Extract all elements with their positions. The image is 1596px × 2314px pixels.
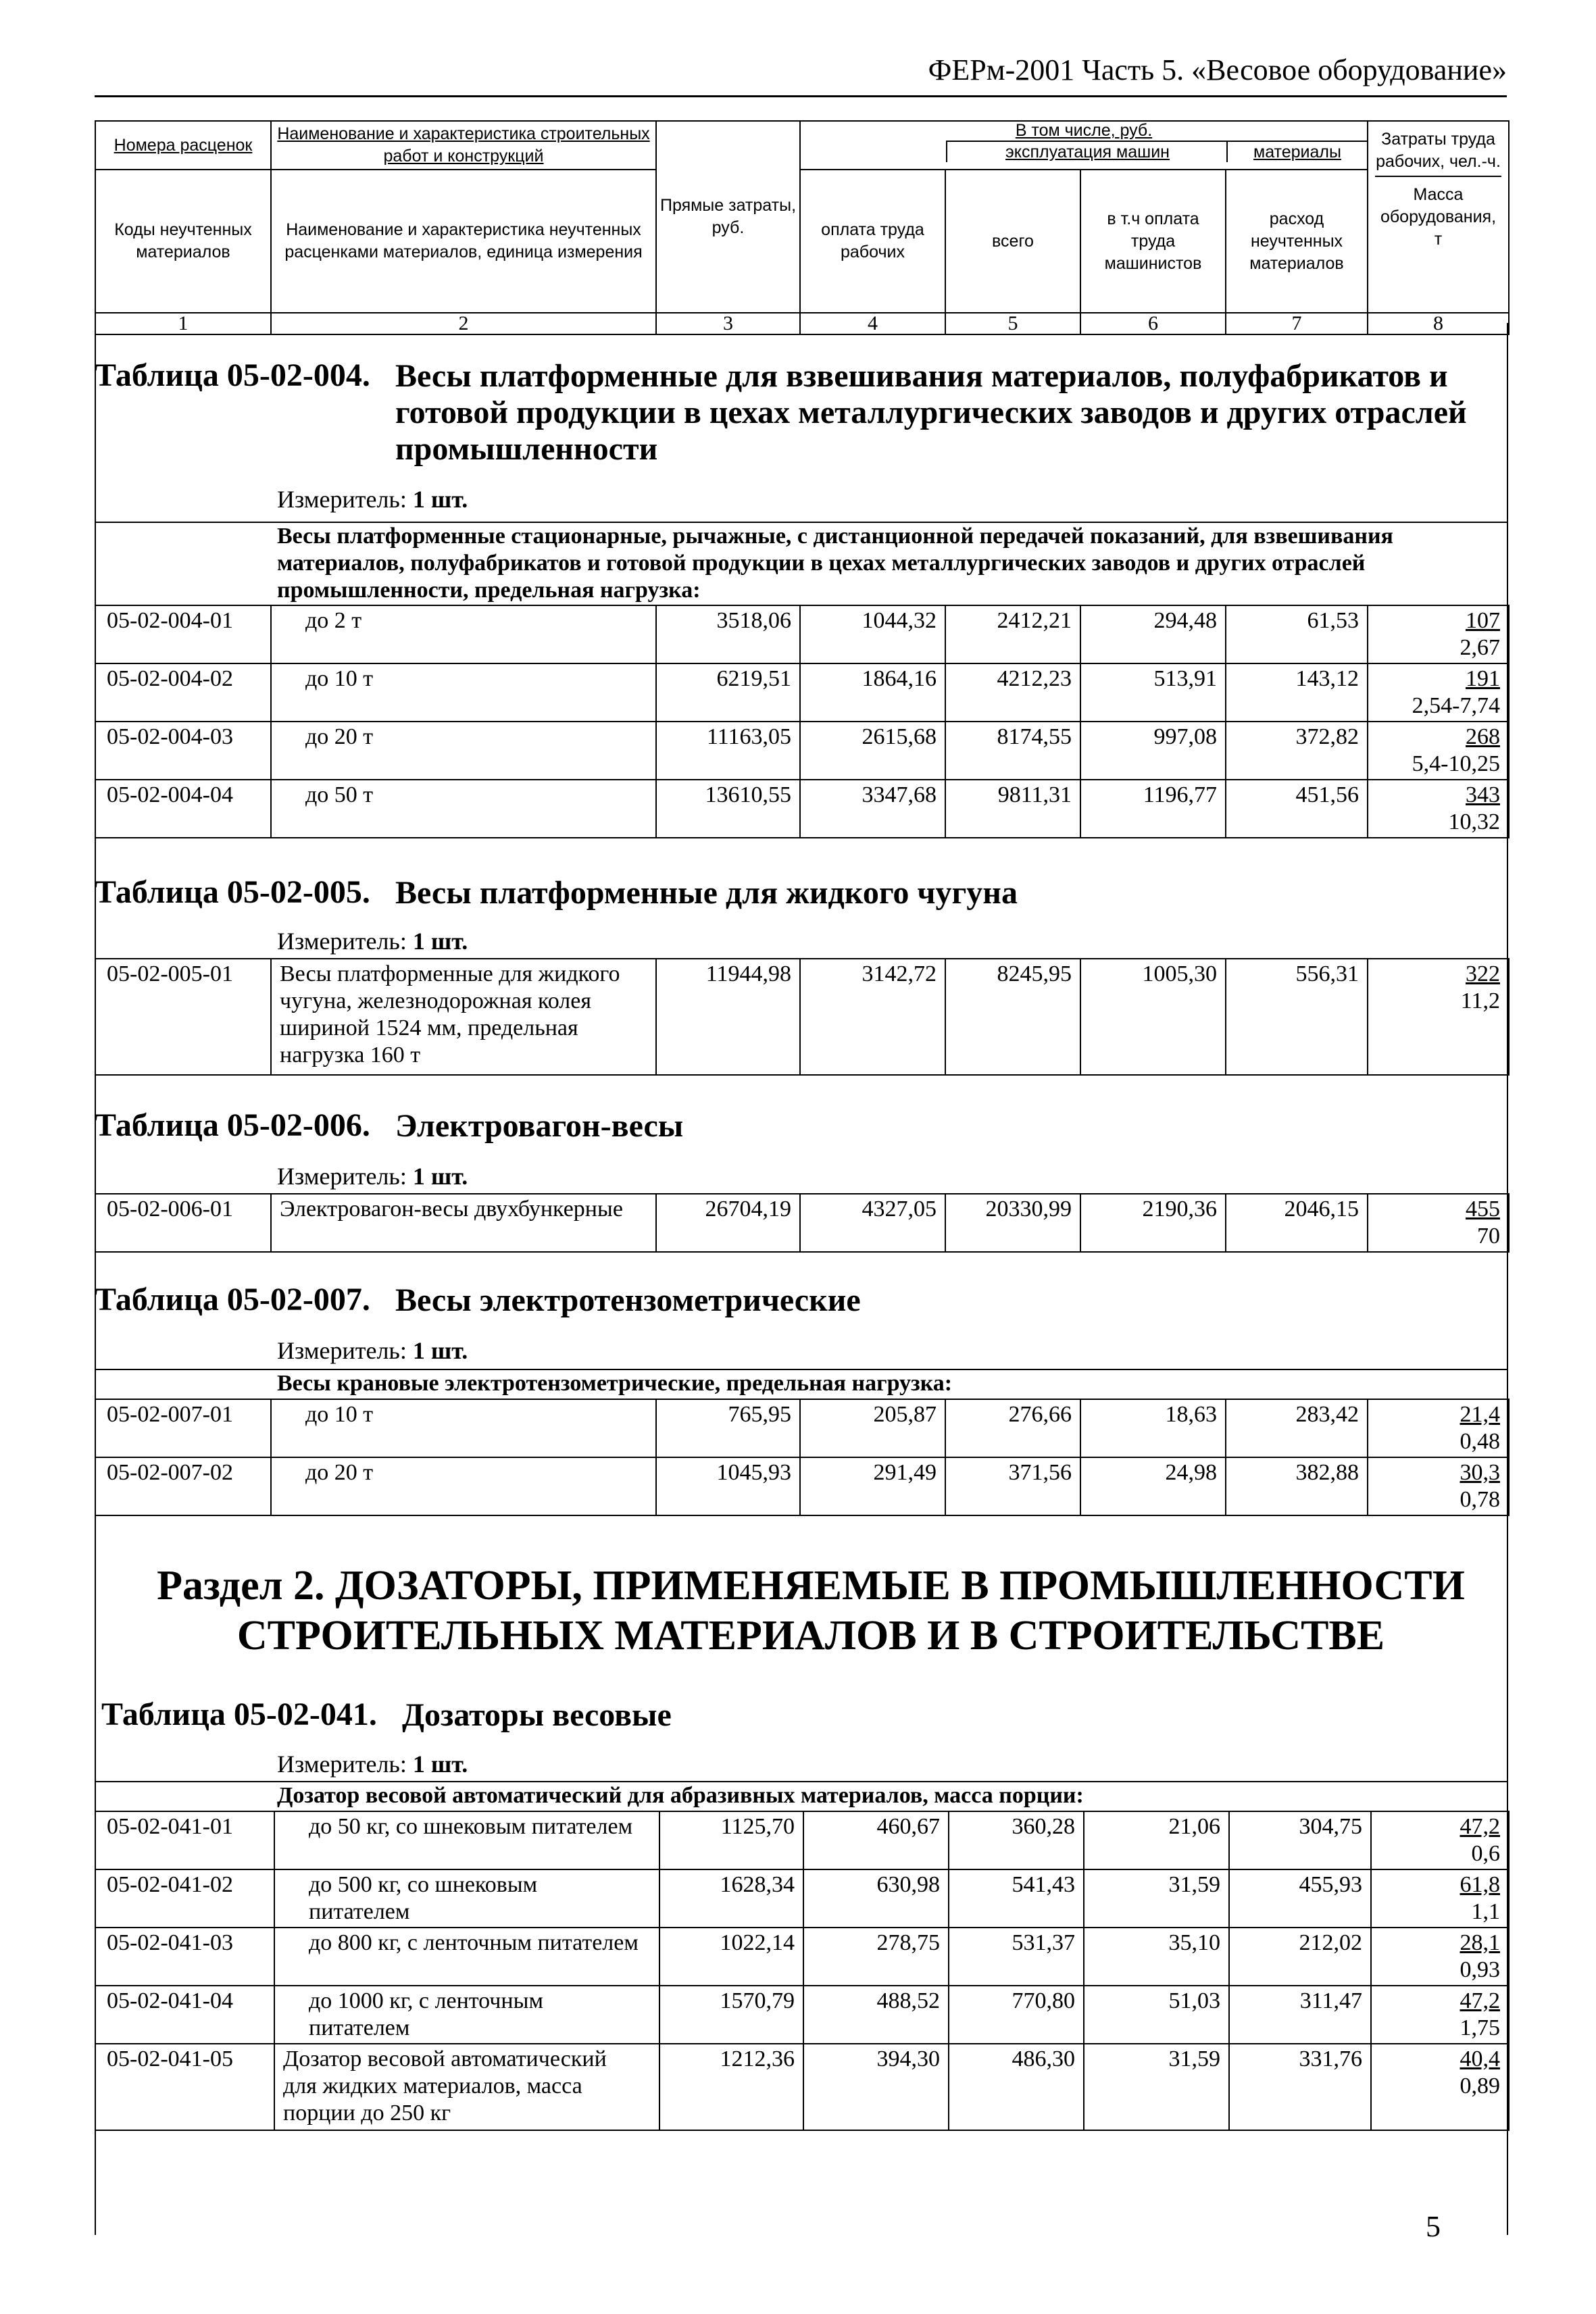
operators-cell: 35,10 (1084, 1928, 1229, 1986)
table-041-rows (95, 1811, 1510, 2131)
table-row (95, 1869, 1509, 1928)
labor-mass-cell (1371, 1986, 1509, 2044)
table-row (95, 605, 1509, 663)
operators-cell: 294,48 (1080, 605, 1226, 663)
operators-cell: 31,59 (1084, 2044, 1229, 2130)
table-005-measure (277, 927, 468, 955)
col7-header: расход неучтенных материалов (1226, 170, 1368, 313)
col5-header: всего (945, 170, 1080, 313)
table-005-number: Таблица 05-02-005. (95, 874, 370, 910)
mass-value: 1,1 (1471, 1899, 1500, 1924)
direct-cell: 3518,06 (656, 605, 800, 663)
materials-cell: 304,75 (1229, 1811, 1371, 1869)
machines-cell: 20330,99 (945, 1194, 1080, 1252)
table-004-number: Таблица 05-02-004. (95, 357, 370, 393)
wage-cell: 630,98 (803, 1869, 949, 1928)
table-row (95, 1399, 1509, 1457)
col-number: 3 (656, 313, 800, 334)
col1-header-bottom: Коды неучтенных материалов (95, 170, 271, 313)
materials-cell: 372,82 (1226, 722, 1368, 780)
materials-cell: 451,56 (1226, 780, 1368, 838)
code-cell: 05-02-007-01 (95, 1399, 271, 1457)
operators-cell: 513,91 (1080, 663, 1226, 722)
materials-cell: 2046,15 (1226, 1194, 1368, 1252)
direct-cell: 765,95 (656, 1399, 800, 1457)
materials-header: материалы (1226, 141, 1367, 162)
labor-value: 268 (1466, 724, 1500, 749)
measure-value: 1 шт. (412, 1337, 468, 1364)
materials-cell: 143,12 (1226, 663, 1368, 722)
labor-mass-cell (1371, 1811, 1509, 1869)
name-cell: до 50 т (271, 780, 656, 838)
table-006-title: Электровагон-весы (395, 1108, 684, 1144)
table-007-title: Весы электротензометрические (395, 1282, 861, 1318)
col-number: 2 (271, 313, 656, 334)
measure-value: 1 шт. (412, 928, 468, 955)
labor-mass-cell (1368, 722, 1509, 780)
labor-value: 322 (1466, 961, 1500, 986)
operators-cell: 997,08 (1080, 722, 1226, 780)
col-number: 6 (1080, 313, 1226, 334)
mass-value: 0,78 (1460, 1487, 1500, 1512)
direct-cell: 11163,05 (656, 722, 800, 780)
code-cell: 05-02-004-04 (95, 780, 271, 838)
machines-cell: 360,28 (949, 1811, 1084, 1869)
direct-cell: 13610,55 (656, 780, 800, 838)
col8-header (1368, 121, 1509, 313)
labor-value: 47,2 (1460, 1814, 1500, 1839)
direct-cell: 26704,19 (656, 1194, 800, 1252)
wage-cell: 2615,68 (800, 722, 945, 780)
mass-value: 2,67 (1460, 635, 1500, 660)
direct-cell: 1022,14 (659, 1928, 803, 1986)
group-header: В том числе, руб. (1015, 121, 1153, 140)
code-cell: 05-02-004-01 (95, 605, 271, 663)
direct-cell: 1125,70 (659, 1811, 803, 1869)
materials-cell: 311,47 (1229, 1986, 1371, 2044)
materials-cell: 556,31 (1226, 959, 1368, 1075)
wage-cell: 394,30 (803, 2044, 949, 2130)
measure-label: Измеритель: (277, 486, 407, 513)
labor-value: 191 (1466, 666, 1500, 691)
code-cell: 05-02-005-01 (95, 959, 271, 1075)
wage-cell: 488,52 (803, 1986, 949, 2044)
table-006-measure (277, 1162, 468, 1190)
col-number: 7 (1226, 313, 1368, 334)
operators-cell: 18,63 (1080, 1399, 1226, 1457)
table-006-number: Таблица 05-02-006. (95, 1107, 370, 1143)
header-rule (95, 95, 1507, 97)
code-cell: 05-02-004-03 (95, 722, 271, 780)
direct-cell: 1628,34 (659, 1869, 803, 1928)
labor-value: 21,4 (1460, 1402, 1500, 1427)
labor-mass-cell (1368, 1457, 1509, 1515)
wage-cell: 1864,16 (800, 663, 945, 722)
col2-header-top: Наименование и характеристика строительных работ и конструкций (271, 121, 656, 170)
machines-cell: 770,80 (949, 1986, 1084, 2044)
table-041-measure (277, 1750, 468, 1778)
machines-header: эксплуатация машин (946, 141, 1228, 162)
mass-value: 2,54-7,74 (1412, 693, 1500, 718)
machines-cell: 371,56 (945, 1457, 1080, 1515)
col3-header: Прямые затраты, руб. (656, 121, 800, 313)
wage-cell: 1044,32 (800, 605, 945, 663)
table-007-number: Таблица 05-02-007. (95, 1282, 370, 1317)
name-cell: до 800 кг, с ленточным питателем (274, 1928, 659, 1986)
table-004-group: Весы платформенные стационарные, рычажные, с дистанционной передачей показаний, для взвешивания материалов, полуфабрикатов и готовой продукции в цехах металлургических заводов и других отраслей промышленности, предельная нагрузка: (277, 524, 1393, 603)
measure-label: Измеритель: (277, 1163, 407, 1190)
table-row (95, 1194, 1509, 1252)
code-cell: 05-02-041-05 (95, 2044, 274, 2130)
direct-cell: 6219,51 (656, 663, 800, 722)
section-2-title: Раздел 2. ДОЗАТОРЫ, ПРИМЕНЯЕМЫЕ В ПРОМЫШЛЕННОСТИ СТРОИТЕЛЬНЫХ МАТЕРИАЛОВ И В СТРОИТЕЛЬСТВЕ (157, 1563, 1465, 1659)
mass-value: 10,32 (1448, 809, 1500, 834)
labor-value: 343 (1466, 782, 1500, 807)
name-cell: до 20 т (271, 722, 656, 780)
operators-cell: 21,06 (1084, 1811, 1229, 1869)
materials-cell: 331,76 (1229, 2044, 1371, 2130)
operators-cell: 2190,36 (1080, 1194, 1226, 1252)
wage-cell: 3142,72 (800, 959, 945, 1075)
mass-value: 70 (1477, 1224, 1500, 1249)
operators-cell: 31,59 (1084, 1869, 1229, 1928)
code-cell: 05-02-004-02 (95, 663, 271, 722)
mass-value: 0,89 (1460, 2073, 1500, 2098)
name-cell: до 1000 кг, с ленточным питателем (274, 1986, 659, 2044)
table-row (95, 959, 1509, 1075)
running-header: ФЕРм-2001 Часть 5. «Весовое оборудование» (928, 53, 1507, 86)
measure-label: Измеритель: (277, 1751, 407, 1778)
direct-cell: 1212,36 (659, 2044, 803, 2130)
table-006-rows (95, 1193, 1510, 1253)
wage-cell: 278,75 (803, 1928, 949, 1986)
code-cell: 05-02-041-04 (95, 1986, 274, 2044)
mass-value: 0,6 (1471, 1841, 1500, 1866)
code-cell: 05-02-007-02 (95, 1457, 271, 1515)
labor-mass-cell (1368, 1399, 1509, 1457)
page-number: 5 (1426, 2210, 1441, 2243)
direct-cell: 11944,98 (656, 959, 800, 1075)
mass-value: 5,4-10,25 (1412, 751, 1500, 776)
table-row (95, 1928, 1509, 1986)
mass-value: 1,75 (1460, 2015, 1500, 2040)
col-number: 8 (1368, 313, 1509, 334)
col6-header: в т.ч оплата труда машинистов (1080, 170, 1226, 313)
labor-mass-cell (1371, 1869, 1509, 1928)
labor-mass-cell (1368, 959, 1509, 1075)
mass-value: 11,2 (1460, 988, 1500, 1013)
labor-value: 30,3 (1460, 1460, 1500, 1485)
mass-value: 0,48 (1460, 1429, 1500, 1454)
col4-header: оплата труда рабочих (800, 170, 945, 313)
col-number: 1 (95, 313, 271, 334)
table-row (95, 780, 1509, 838)
labor-value: 40,4 (1460, 2046, 1500, 2071)
name-cell: до 20 т (271, 1457, 656, 1515)
table-005-title: Весы платформенные для жидкого чугуна (395, 875, 1018, 911)
operators-cell: 1196,77 (1080, 780, 1226, 838)
materials-cell: 212,02 (1229, 1928, 1371, 1986)
labor-value: 47,2 (1460, 1988, 1500, 2013)
wage-cell: 205,87 (800, 1399, 945, 1457)
machines-cell: 8245,95 (945, 959, 1080, 1075)
mass-value: 0,93 (1460, 1957, 1500, 1982)
machines-cell: 276,66 (945, 1399, 1080, 1457)
machines-cell: 8174,55 (945, 722, 1080, 780)
materials-cell: 283,42 (1226, 1399, 1368, 1457)
labor-mass-cell (1368, 605, 1509, 663)
cost-breakdown-header (800, 121, 1368, 170)
table-007-measure (277, 1336, 468, 1365)
machines-cell: 486,30 (949, 2044, 1084, 2130)
table-041-number: Таблица 05-02-041. (101, 1696, 377, 1732)
table-row (95, 1811, 1509, 1869)
measure-label: Измеритель: (277, 1337, 407, 1364)
labor-value: 107 (1466, 608, 1500, 633)
name-cell: до 10 т (271, 663, 656, 722)
col-number: 5 (945, 313, 1080, 334)
col2-header-bottom: Наименование и характеристика неучтенных расценками материалов, единица измерения (271, 170, 656, 313)
col-number: 4 (800, 313, 945, 334)
code-cell: 05-02-041-02 (95, 1869, 274, 1928)
table-row (95, 663, 1509, 722)
table-041-group: Дозатор весовой автоматический для абразивных материалов, масса порции: (277, 1783, 1084, 1808)
materials-cell: 455,93 (1229, 1869, 1371, 1928)
table-row (95, 1986, 1509, 2044)
measure-value: 1 шт. (412, 486, 468, 513)
table-004-rows (95, 605, 1510, 838)
name-cell: до 10 т (271, 1399, 656, 1457)
labor-mass-cell (1371, 1928, 1509, 1986)
labor-value: 61,8 (1460, 1872, 1500, 1897)
code-cell: 05-02-041-01 (95, 1811, 274, 1869)
measure-label: Измеритель: (277, 928, 407, 955)
col8-header-top: Затраты труда рабочих, чел.-ч. (1376, 130, 1501, 171)
table-row (95, 2044, 1509, 2130)
table-row (95, 1457, 1509, 1515)
machines-cell: 531,37 (949, 1928, 1084, 1986)
table-005-rows (95, 958, 1510, 1076)
materials-cell: 382,88 (1226, 1457, 1368, 1515)
code-cell: 05-02-041-03 (95, 1928, 274, 1986)
labor-mass-cell (1371, 2044, 1509, 2130)
operators-cell: 24,98 (1080, 1457, 1226, 1515)
table-007-group: Весы крановые электротензометрические, предельная нагрузка: (277, 1371, 953, 1396)
labor-value: 455 (1466, 1197, 1500, 1222)
direct-cell: 1045,93 (656, 1457, 800, 1515)
materials-cell: 61,53 (1226, 605, 1368, 663)
labor-mass-cell (1368, 780, 1509, 838)
name-cell: до 2 т (271, 605, 656, 663)
operators-cell: 1005,30 (1080, 959, 1226, 1075)
wage-cell: 3347,68 (800, 780, 945, 838)
measure-value: 1 шт. (412, 1751, 468, 1778)
machines-cell: 2412,21 (945, 605, 1080, 663)
name-cell: до 500 кг, со шнековым питателем (274, 1869, 659, 1928)
wage-cell: 4327,05 (800, 1194, 945, 1252)
table-row (95, 722, 1509, 780)
labor-mass-cell (1368, 663, 1509, 722)
operators-cell: 51,03 (1084, 1986, 1229, 2044)
labor-value: 28,1 (1460, 1930, 1500, 1955)
table-007-rows (95, 1399, 1510, 1516)
col8-header-bottom: Масса оборудования, т (1375, 176, 1501, 251)
column-header-table (95, 120, 1510, 335)
table-041-title: Дозаторы весовые (402, 1697, 672, 1733)
wage-cell: 291,49 (800, 1457, 945, 1515)
name-cell: Дозатор весовой автоматический для жидких материалов, масса порции до 250 кг (274, 2044, 659, 2130)
direct-cell: 1570,79 (659, 1986, 803, 2044)
col1-header-top: Номера расценок (95, 121, 271, 170)
measure-value: 1 шт. (412, 1163, 468, 1190)
table-004-title: Весы платформенные для взвешивания материалов, полуфабрикатов и готовой продукции в цехах металлургических заводов и других отраслей промышленности (395, 358, 1467, 467)
wage-cell: 460,67 (803, 1811, 949, 1869)
table-004-measure (277, 485, 468, 513)
name-cell: Весы платформенные для жидкого чугуна, железнодорожная колея шириной 1524 мм, предельная нагрузка 160 т (271, 959, 656, 1075)
machines-cell: 541,43 (949, 1869, 1084, 1928)
code-cell: 05-02-006-01 (95, 1194, 271, 1252)
labor-mass-cell (1368, 1194, 1509, 1252)
machines-cell: 4212,23 (945, 663, 1080, 722)
name-cell: до 50 кг, со шнековым питателем (274, 1811, 659, 1869)
machines-cell: 9811,31 (945, 780, 1080, 838)
name-cell: Электровагон-весы двухбункерные (271, 1194, 656, 1252)
